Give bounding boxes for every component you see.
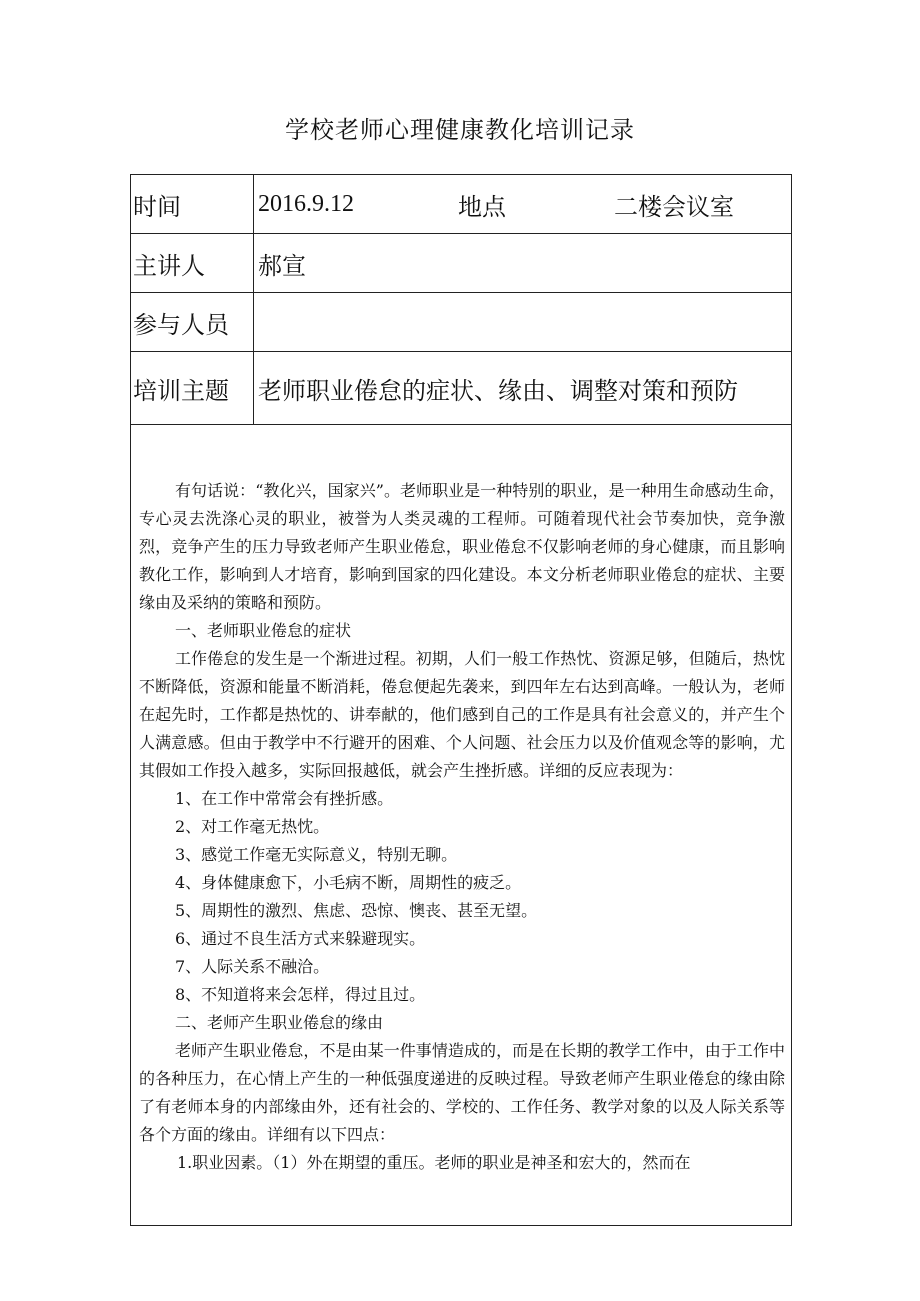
time-location-cell: [254, 175, 792, 234]
list-item: 4、身体健康愈下，小毛病不断，周期性的疲乏。: [175, 873, 522, 892]
row-participants: [131, 293, 792, 352]
location-label: 地点: [458, 192, 506, 221]
topic-label: 培训主题: [131, 352, 254, 425]
row-time-location: [131, 175, 792, 234]
list-item: 5、周期性的激烈、焦虑、恐惊、懊丧、甚至无望。: [175, 901, 538, 920]
symptom-paragraph: 工作倦怠的发生是一个渐进过程。初期，人们一般工作热忱、资源足够，但随后，热忱不断降低，资源和能量不断消耗，倦怠便起先袭来，到四年左右达到高峰。一般认为，老师在起先时，工作都是热忱的、讲奉献的，他们感到自己的工作是具有社会意义的，并产生个人满意感。但由于教学中不行避开的困难、个人问题、社会压力以及价值观念等的影响，尤其假如工作投入越多，实际回报越低，就会产生挫折感。详细的反应表现为：: [139, 649, 785, 780]
training-record-table: [130, 174, 792, 1226]
list-item: 6、通过不良生活方式来躲避现实。: [175, 929, 426, 948]
topic-value: 老师职业倦怠的症状、缘由、调整对策和预防: [254, 352, 792, 425]
date-value: 2016.9.12: [258, 190, 354, 217]
speaker-value: 郝宣: [254, 234, 792, 293]
section-heading-2: 二、老师产生职业倦怠的缘由: [175, 1013, 384, 1032]
content-cell: [131, 425, 792, 1226]
cause-paragraph: 老师产生职业倦怠，不是由某一件事情造成的，而是在长期的教学工作中，由于工作中的各种压力，在心情上产生的一种低强度递进的反映过程。导致老师产生职业倦怠的缘由除了有老师本身的内部缘由外，还有社会的、学校的、工作任务、教学对象的以及人际关系等各个方面的缘由。详细有以下四点：: [139, 1041, 785, 1144]
list-item: 2、对工作毫无热忱。: [175, 817, 330, 836]
speaker-label: 主讲人: [131, 234, 254, 293]
section-heading-1: 一、老师职业倦怠的症状: [175, 621, 352, 640]
row-speaker: [131, 234, 792, 293]
page-title: 学校老师心理健康教化培训记录: [285, 116, 635, 144]
time-label: 时间: [131, 175, 254, 234]
participants-label: 参与人员: [131, 293, 254, 352]
location-value: 二楼会议室: [614, 192, 734, 221]
intro-paragraph: 有句话说：“教化兴，国家兴”。老师职业是一种特别的职业，是一种用生命感动生命，专心灵去洗涤心灵的职业，被誉为人类灵魂的工程师。可随着现代社会节奏加快，竞争激烈，竞争产生的压力导致老师产生职业倦怠，职业倦怠不仅影响老师的身心健康，而且影响教化工作，影响到人才培育，影响到国家的四化建设。本文分析老师职业倦怠的症状、主要缘由及采纳的策略和预防。: [139, 481, 785, 612]
list-item: 7、人际关系不融洽。: [175, 957, 330, 976]
row-content: [131, 425, 792, 1226]
participants-value: [254, 293, 792, 352]
list-item: 8、不知道将来会怎样，得过且过。: [175, 985, 426, 1004]
list-item: 3、感觉工作毫无实际意义，特别无聊。: [175, 845, 458, 864]
list-item: 1、在工作中常常会有挫折感。: [175, 789, 394, 808]
row-topic: [131, 352, 792, 425]
factor-paragraph: 1.职业因素。（1）外在期望的重压。老师的职业是神圣和宏大的，然而在: [177, 1153, 691, 1172]
